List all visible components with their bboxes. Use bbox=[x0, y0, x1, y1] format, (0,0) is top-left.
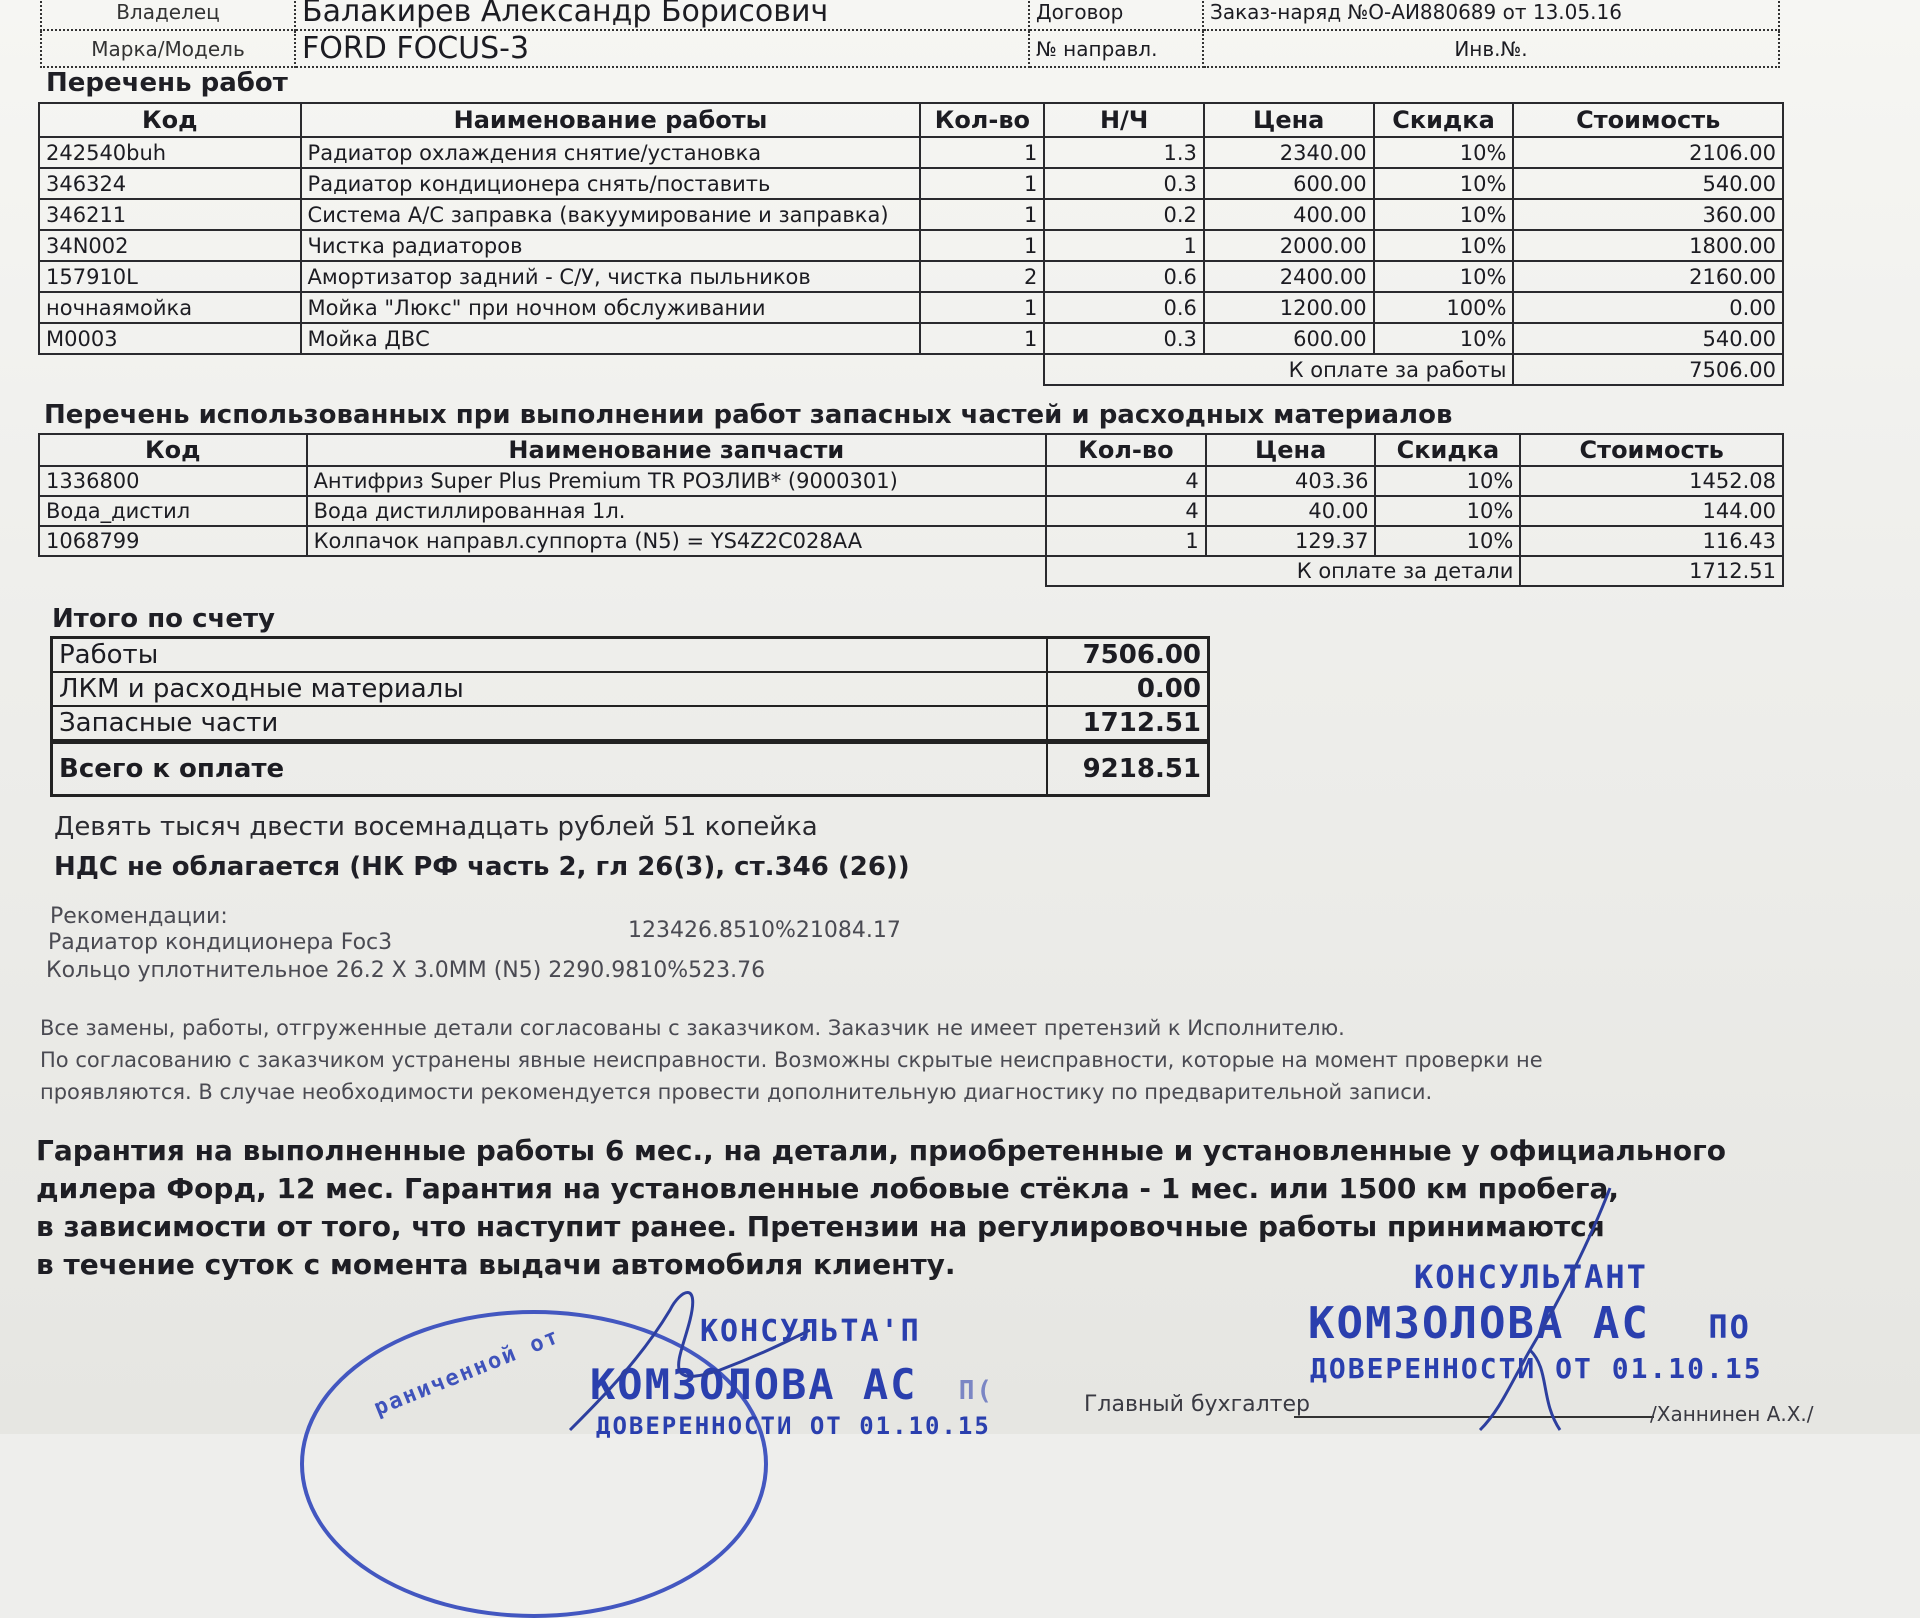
cell-price: 2340.00 bbox=[1204, 137, 1374, 168]
warranty-line-3: в зависимости от того, что наступит ранее. Претензии на регулировочные работы принимаются bbox=[36, 1210, 1605, 1243]
cell-code: 34N002 bbox=[39, 230, 301, 261]
cell-price: 600.00 bbox=[1204, 323, 1374, 354]
cell-code: ночнаямойка bbox=[39, 292, 301, 323]
col-nh: Н/Ч bbox=[1044, 103, 1204, 137]
recommendation-line-1 bbox=[48, 918, 901, 955]
left-stamp-line-3: ДОВЕРЕННОСТИ ОТ 01.10.15 bbox=[596, 1412, 991, 1440]
right-signature bbox=[1440, 1180, 1640, 1434]
cell-nh: 0.2 bbox=[1044, 199, 1204, 230]
recommendations-title: Рекомендации: bbox=[50, 904, 228, 929]
table-row bbox=[39, 526, 1783, 556]
seal-text: раниченной от bbox=[370, 1323, 564, 1422]
owner-value: Балакирев Александр Борисович bbox=[295, 0, 1029, 30]
cell-code: Вода_дистил bbox=[39, 496, 307, 526]
cell-nh: 1.3 bbox=[1044, 137, 1204, 168]
cell-cost: 360.00 bbox=[1513, 199, 1783, 230]
cell-qty: 1 bbox=[920, 292, 1044, 323]
cell-discount: 10% bbox=[1374, 168, 1514, 199]
cell-cost: 144.00 bbox=[1520, 496, 1783, 526]
order-value: Заказ-наряд №О-АИ880689 от 13.05.16 bbox=[1203, 0, 1779, 30]
cell-cost: 1800.00 bbox=[1513, 230, 1783, 261]
cell-code: 1068799 bbox=[39, 526, 307, 556]
cell-price: 2400.00 bbox=[1204, 261, 1374, 292]
col-price: Цена bbox=[1204, 103, 1374, 137]
table-row bbox=[39, 230, 1783, 261]
cell-name: Вода дистиллированная 1л. bbox=[307, 496, 1046, 526]
totals-materials-label: ЛКМ и расходные материалы bbox=[52, 672, 1047, 706]
cell-name: Мойка ДВС bbox=[301, 323, 921, 354]
parts-table bbox=[38, 433, 1784, 587]
totals-materials-value: 0.00 bbox=[1047, 672, 1209, 706]
cell-name: Радиатор кондиционера снять/поставить bbox=[301, 168, 921, 199]
works-total-value: 7506.00 bbox=[1513, 354, 1783, 385]
cell-code: 346211 bbox=[39, 199, 301, 230]
cell-name: Система А/С заправка (вакуумирование и заправка) bbox=[301, 199, 921, 230]
cell-discount: 10% bbox=[1374, 137, 1514, 168]
cell-qty: 1 bbox=[920, 199, 1044, 230]
col-cost: Стоимость bbox=[1520, 434, 1783, 466]
right-stamp-line-3: ДОВЕРЕННОСТИ ОТ 01.10.15 bbox=[1310, 1352, 1763, 1385]
cell-qty: 1 bbox=[920, 230, 1044, 261]
col-name: Наименование работы bbox=[301, 103, 921, 137]
cell-qty: 1 bbox=[1046, 526, 1206, 556]
recommendation-line-2: Кольцо уплотнительное 26.2 X 3.0MM (N5) 2290.9810%523.76 bbox=[46, 958, 766, 983]
cell-name: Амортизатор задний - С/У, чистка пыльников bbox=[301, 261, 921, 292]
cell-code: 157910L bbox=[39, 261, 301, 292]
grand-total-row bbox=[52, 742, 1209, 796]
cell-price: 1200.00 bbox=[1204, 292, 1374, 323]
model-value: FORD FOCUS-3 bbox=[295, 30, 1029, 67]
cell-cost: 2106.00 bbox=[1513, 137, 1783, 168]
disclaimer-line-1: Все замены, работы, отгруженные детали согласованы с заказчиком. Заказчик не имеет претензий к Исполнителю. bbox=[40, 1016, 1345, 1040]
cell-discount: 10% bbox=[1375, 496, 1520, 526]
parts-total-label: К оплате за детали bbox=[1046, 556, 1520, 586]
cell-nh: 0.6 bbox=[1044, 292, 1204, 323]
cell-qty: 1 bbox=[920, 137, 1044, 168]
vat-note: НДС не облагается (НК РФ часть 2, гл 26(3), ст.346 (26)) bbox=[54, 852, 910, 882]
table-row bbox=[39, 168, 1783, 199]
col-qty: Кол-во bbox=[1046, 434, 1206, 466]
accountant-name: /Ханнинен А.Х./ bbox=[1650, 1402, 1814, 1426]
cell-name: Мойка "Люкс" при ночном обслуживании bbox=[301, 292, 921, 323]
cell-price: 600.00 bbox=[1204, 168, 1374, 199]
cell-cost: 1452.08 bbox=[1520, 466, 1783, 496]
right-stamp-suffix: ПО bbox=[1708, 1308, 1751, 1346]
parts-total-value: 1712.51 bbox=[1520, 556, 1783, 586]
col-name: Наименование запчасти bbox=[307, 434, 1046, 466]
recommendation-1-name: Радиатор кондиционера Foc3 bbox=[48, 930, 393, 955]
cell-discount: 10% bbox=[1374, 261, 1514, 292]
works-total-label: К оплате за работы bbox=[1044, 354, 1513, 385]
cell-qty: 4 bbox=[1046, 496, 1206, 526]
owner-label: Владелец bbox=[41, 0, 295, 30]
left-signature bbox=[560, 1250, 820, 1434]
table-row bbox=[52, 638, 1209, 673]
table-row bbox=[39, 261, 1783, 292]
cell-price: 403.36 bbox=[1206, 466, 1376, 496]
cell-code: 346324 bbox=[39, 168, 301, 199]
totals-parts-label: Запасные части bbox=[52, 706, 1047, 742]
cell-cost: 116.43 bbox=[1520, 526, 1783, 556]
warranty-line-1: Гарантия на выполненные работы 6 мес., на детали, приобретенные и установленные у официального bbox=[36, 1134, 1727, 1167]
cell-name: Чистка радиаторов bbox=[301, 230, 921, 261]
table-row bbox=[39, 137, 1783, 168]
totals-works-label: Работы bbox=[52, 638, 1047, 673]
inv-label: Инв.№. bbox=[1203, 30, 1779, 67]
cell-discount: 10% bbox=[1374, 323, 1514, 354]
direction-label: № направл. bbox=[1029, 30, 1203, 67]
cell-code: M0003 bbox=[39, 323, 301, 354]
parts-title: Перечень использованных при выполнении работ запасных частей и расходных материалов bbox=[44, 400, 1453, 430]
works-title: Перечень работ bbox=[46, 68, 288, 98]
left-stamp-name: КОМЗОЛОВА АС bbox=[590, 1360, 918, 1409]
table-row bbox=[39, 496, 1783, 526]
col-qty: Кол-во bbox=[920, 103, 1044, 137]
col-price: Цена bbox=[1206, 434, 1376, 466]
left-stamp-line-1: КОНСУЛЬТА'П bbox=[700, 1314, 921, 1349]
table-row bbox=[39, 466, 1783, 496]
cell-cost: 0.00 bbox=[1513, 292, 1783, 323]
warranty-line-2: дилера Форд, 12 мес. Гарантия на установленные лобовые стёкла - 1 мес. или 1500 км пробега, bbox=[36, 1172, 1620, 1205]
col-discount: Скидка bbox=[1375, 434, 1520, 466]
disclaimer-line-2: По согласованию с заказчиком устранены явные неисправности. Возможны скрытые неисправности, которые на момент проверки не bbox=[40, 1048, 1543, 1072]
disclaimer bbox=[40, 1012, 1740, 1108]
cell-code: 1336800 bbox=[39, 466, 307, 496]
cell-name: Колпачок направл.суппорта (N5) = YS4Z2C028AA bbox=[307, 526, 1046, 556]
warranty-line-4: в течение суток с момента выдачи автомобиля клиенту. bbox=[36, 1248, 956, 1281]
totals-works-value: 7506.00 bbox=[1047, 638, 1209, 673]
totals-title: Итого по счету bbox=[52, 604, 275, 634]
cell-price: 2000.00 bbox=[1204, 230, 1374, 261]
cell-qty: 1 bbox=[920, 323, 1044, 354]
cell-discount: 10% bbox=[1374, 199, 1514, 230]
grand-total-label: Всего к оплате bbox=[52, 742, 1047, 796]
table-row bbox=[39, 292, 1783, 323]
works-total-row bbox=[39, 354, 1783, 385]
table-row bbox=[52, 672, 1209, 706]
works-table bbox=[38, 102, 1784, 386]
table-row bbox=[52, 706, 1209, 742]
model-label: Марка/Модель bbox=[41, 30, 295, 67]
cell-nh: 0.6 bbox=[1044, 261, 1204, 292]
cell-discount: 10% bbox=[1375, 526, 1520, 556]
cell-nh: 1 bbox=[1044, 230, 1204, 261]
right-stamp-name: КОМЗОЛОВА АС bbox=[1308, 1298, 1650, 1349]
cell-price: 400.00 bbox=[1204, 199, 1374, 230]
col-code: Код bbox=[39, 434, 307, 466]
cell-name: Антифриз Super Plus Premium TR РОЗЛИВ* (9000301) bbox=[307, 466, 1046, 496]
cell-cost: 2160.00 bbox=[1513, 261, 1783, 292]
disclaimer-line-3: проявляются. В случае необходимости рекомендуется провести дополнительную диагностику по предварительной записи. bbox=[40, 1080, 1433, 1104]
cell-qty: 4 bbox=[1046, 466, 1206, 496]
cell-discount: 10% bbox=[1375, 466, 1520, 496]
cell-name: Радиатор охлаждения снятие/установка bbox=[301, 137, 921, 168]
header-table bbox=[40, 0, 1780, 68]
table-row bbox=[39, 199, 1783, 230]
cell-code: 242540buh bbox=[39, 137, 301, 168]
col-discount: Скидка bbox=[1374, 103, 1514, 137]
recommendation-1-values: 123426.8510%21084.17 bbox=[628, 918, 901, 943]
cell-qty: 1 bbox=[920, 168, 1044, 199]
cell-cost: 540.00 bbox=[1513, 168, 1783, 199]
totals-table bbox=[50, 636, 1210, 797]
cell-cost: 540.00 bbox=[1513, 323, 1783, 354]
cell-nh: 0.3 bbox=[1044, 168, 1204, 199]
left-stamp-suffix: П( bbox=[958, 1376, 995, 1406]
parts-total-row bbox=[39, 556, 1783, 586]
right-stamp-line-1: КОНСУЛЬТАНТ bbox=[1414, 1258, 1648, 1296]
cell-price: 129.37 bbox=[1206, 526, 1376, 556]
col-cost: Стоимость bbox=[1513, 103, 1783, 137]
col-code: Код bbox=[39, 103, 301, 137]
table-row bbox=[39, 323, 1783, 354]
cell-qty: 2 bbox=[920, 261, 1044, 292]
cell-nh: 0.3 bbox=[1044, 323, 1204, 354]
totals-parts-value: 1712.51 bbox=[1047, 706, 1209, 742]
cell-discount: 10% bbox=[1374, 230, 1514, 261]
cell-price: 40.00 bbox=[1206, 496, 1376, 526]
accountant-label: Главный бухгалтер bbox=[1084, 1392, 1310, 1417]
contract-label: Договор bbox=[1029, 0, 1203, 30]
cell-discount: 100% bbox=[1374, 292, 1514, 323]
amount-in-words: Девять тысяч двести восемнадцать рублей 51 копейка bbox=[54, 812, 818, 842]
grand-total-value: 9218.51 bbox=[1047, 742, 1209, 796]
